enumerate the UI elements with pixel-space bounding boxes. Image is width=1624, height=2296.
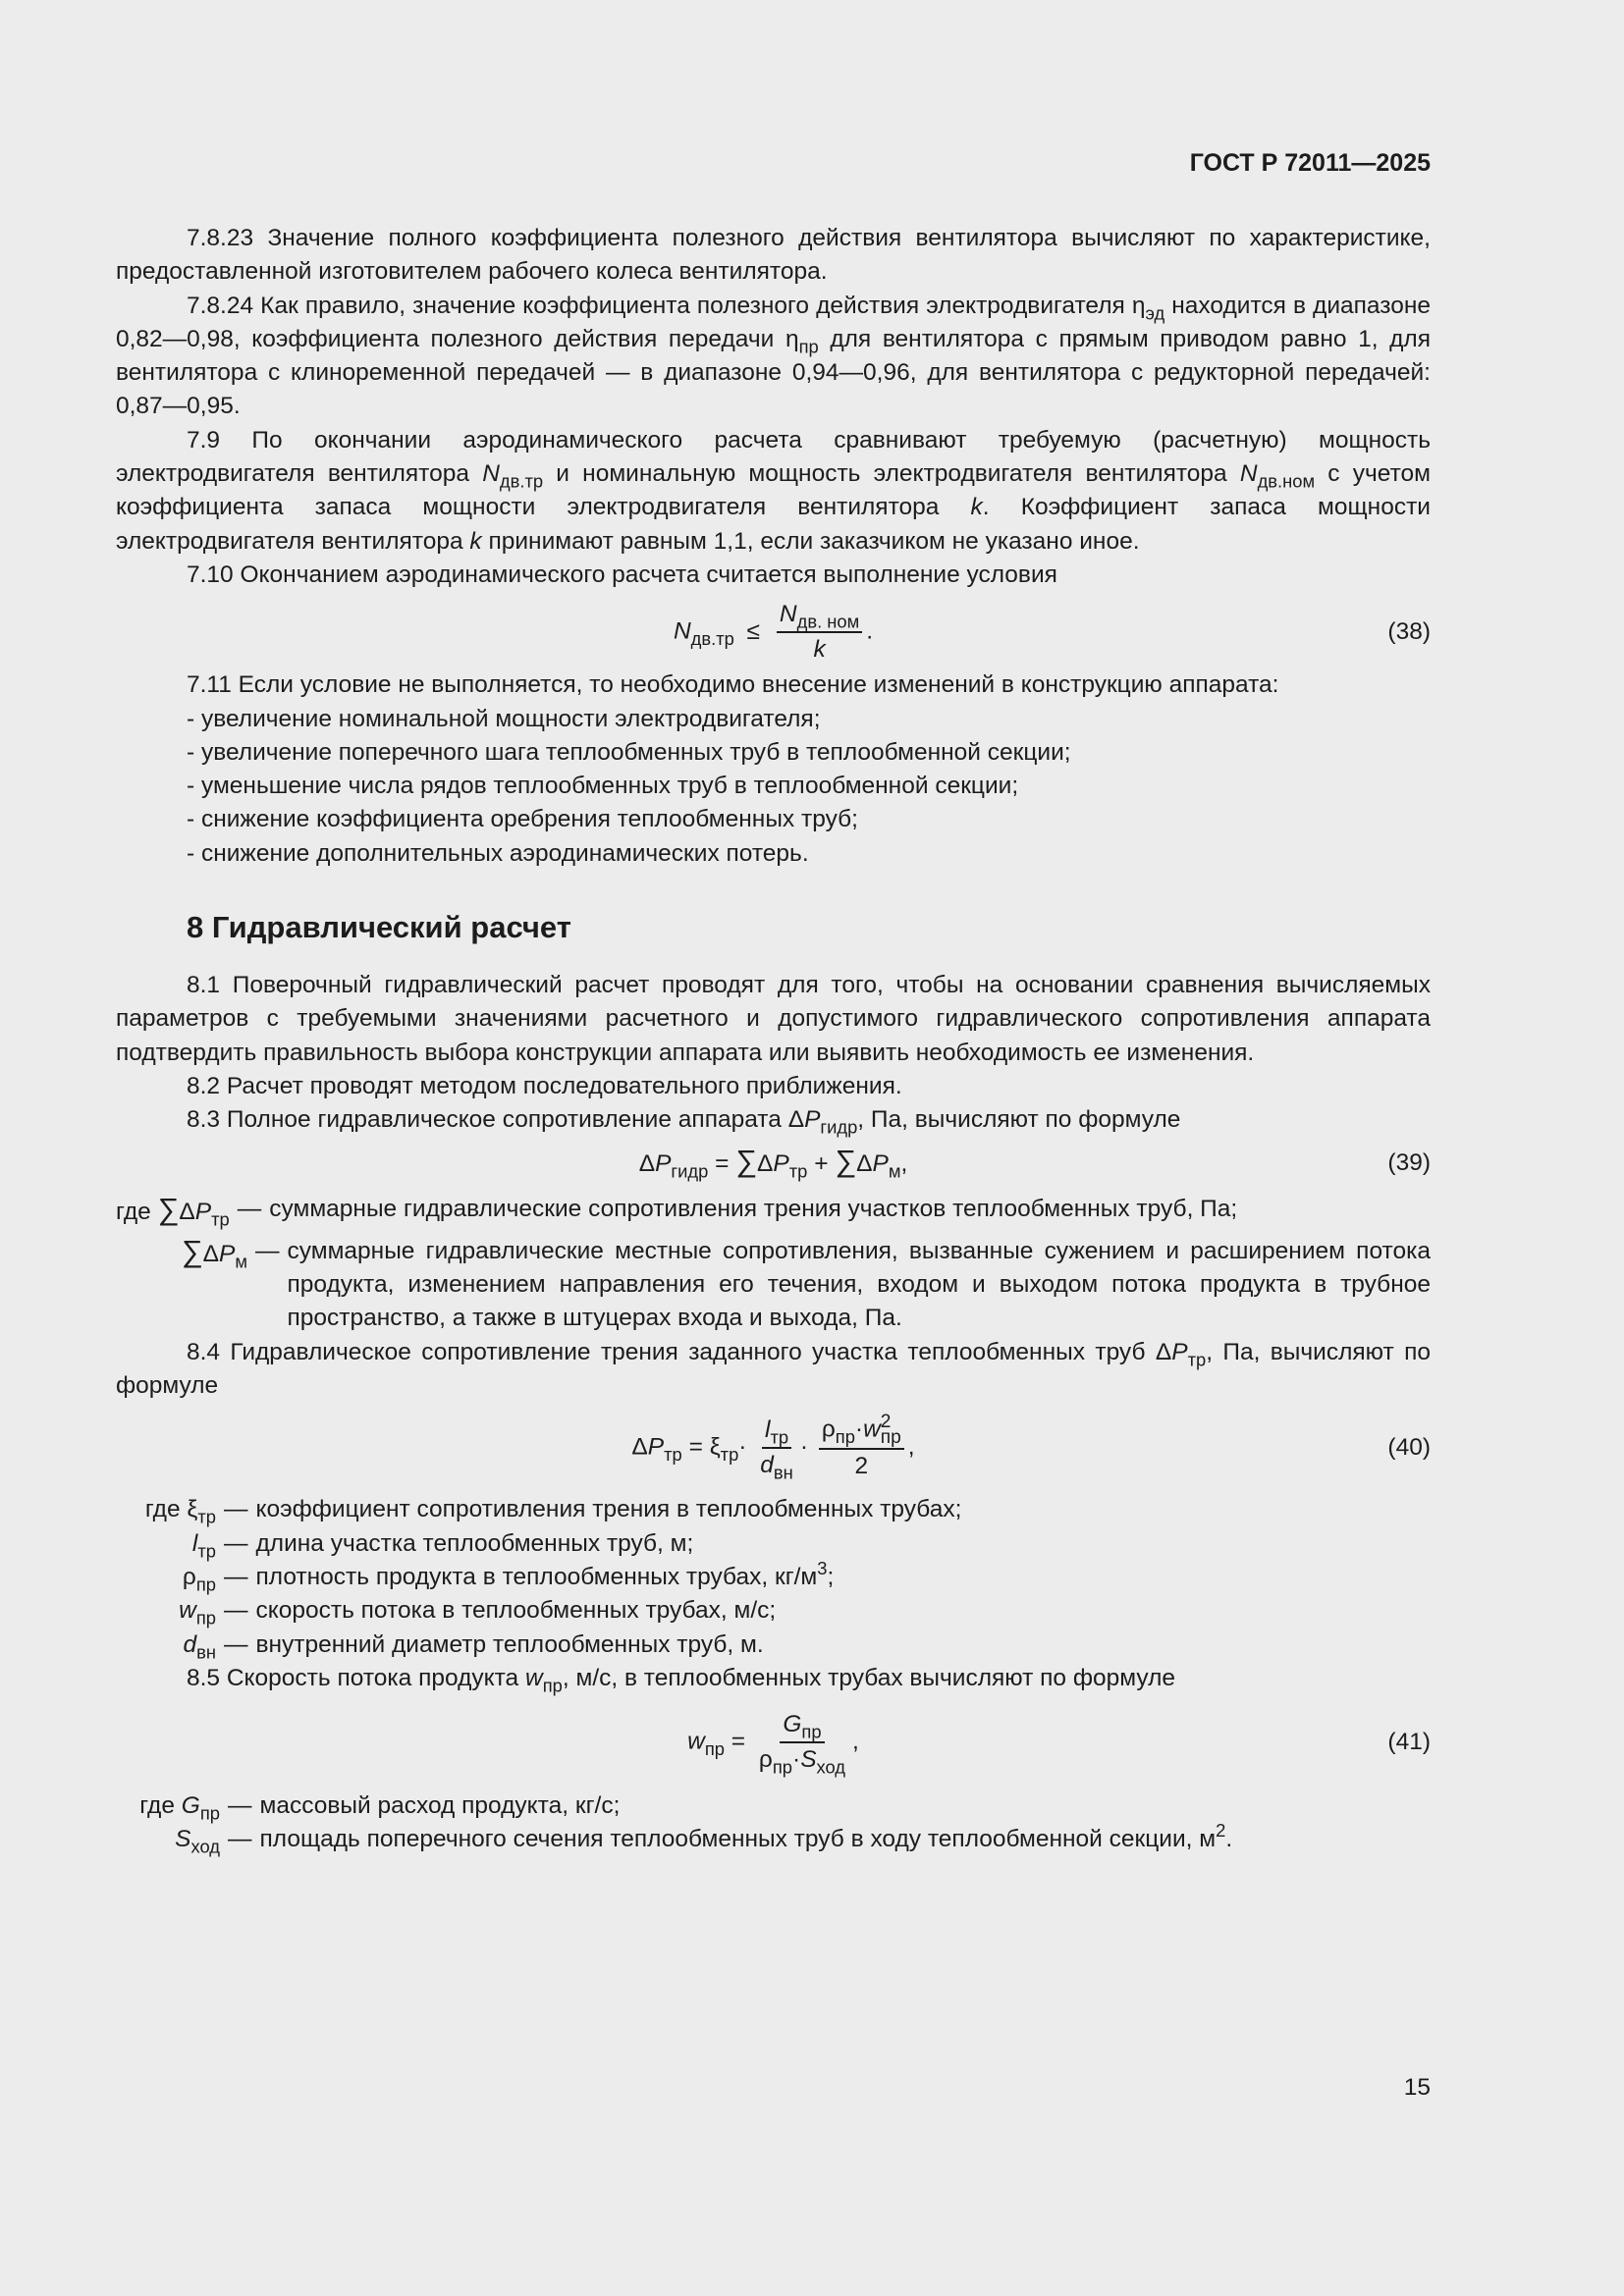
formula-41 (116, 1705, 1431, 1780)
where-symbol: $w_{пр}$ (179, 1597, 216, 1629)
where-symbol: где $G_{пр}$ (139, 1792, 220, 1824)
formula-40-fraction-1: $\frac{l_{тр}}{d_{вн}}$ (760, 1416, 793, 1483)
formula-38-fraction: $\frac{N_{дв. ном}}{k}$ (777, 600, 862, 665)
paragraph-8-4: 8.4 Гидравлическое сопротивление трения заданного участка теплообменных труб $\Delta P_{тр}$, Па, вычисляют по формуле (116, 1338, 1432, 1400)
where-symbol: $d_{вн}$ (183, 1630, 216, 1662)
formula-40-body: $\Delta P_{тр} = \xi_{тр}\cdot$ $\frac{l_{тр}}{d_{вн}}$ · $\rho_{пр}\cdot w$ 2 пр 2 , (631, 1412, 915, 1483)
where-symbol: $\sum\Delta P_м$ (181, 1234, 247, 1272)
where-39-item: $\sum\Delta P_м$ — суммарные гидравлические местные сопротивления, вызванные сужением и расширением потока продукта, изменением направления его течения, входом и выходом потока продукта в трубное пространство, а также в штуцерах входа и выхода, Па. (116, 1235, 1431, 1336)
where-39-item: где $\sum\Delta P_{тр}$ — суммарные гидравлические сопротивления трения участков теплообменных труб, Па; (116, 1192, 1238, 1229)
paragraph-8-3: 8.3 Полное гидравлическое сопротивление аппарата $\Delta P_{гидр}$, Па, вычисляют по формуле (187, 1106, 1181, 1138)
paragraph-7-10: 7.10 Окончанием аэродинамического расчета считается выполнение условия (187, 561, 1057, 588)
paragraph-7-9: 7.9 По окончании аэродинамического расчета сравнивают требуемую (расчетную) мощность электродвигателя вентилятора $N_{дв.тр}$ и номинальную мощность электродвигателя вентилятора $N_{дв.ном}$ с учетом коэффициента запаса мощности электродвигателя вентилятора k. Коэффициент запаса мощности электродвигателя вентилятора k принимают равным 1,1, если заказчиком не указано иное. (116, 426, 1431, 555)
where-41-list (116, 1789, 1431, 1857)
formula-40-number: (40) (1387, 1434, 1431, 1462)
where-symbol: где $\xi_{тр}$ (144, 1496, 216, 1527)
page-number: 15 (1403, 2074, 1431, 2101)
where-40-item: $d_{вн}$ — внутренний диаметр теплообменных труб, м. (116, 1629, 1431, 1662)
formula-41-fraction: $\frac{G_{пр}}{\rho_{пр}\cdot S_{ход}}$ (758, 1711, 846, 1778)
where-40-item: $\rho_{пр}$ — плотность продукта в теплообменных трубах, $кг/м^3$; (116, 1561, 1431, 1594)
paragraph-7-11: 7.11 Если условие не выполняется, то необходимо внесение изменений в конструкцию аппарата: (187, 671, 1279, 699)
list-item: - снижение дополнительных аэродинамических потерь. (187, 839, 809, 867)
list-item: - увеличение поперечного шага теплообменных труб в теплообменной секции; (187, 738, 1071, 766)
where-40-item: $w_{пр}$ — скорость потока в теплообменных трубах, м/с; (116, 1594, 1431, 1628)
formula-38-number: (38) (1387, 618, 1431, 646)
formula-41-body: $w_{пр}$ = $\frac{G_{пр}}{\rho_{пр}\cdot S_{ход}}$ , (687, 1711, 859, 1778)
where-symbol: $\rho_{пр}$ (182, 1563, 216, 1595)
list-item: - уменьшение числа рядов теплообменных труб в теплообменной секции; (187, 773, 1019, 800)
formula-39-number: (39) (1387, 1148, 1431, 1176)
paragraph-8-2: 8.2 Расчет проводят методом последовательного приближения. (187, 1072, 902, 1099)
formula-41-number: (41) (1387, 1728, 1431, 1755)
where-40-list (116, 1493, 1431, 1661)
where-40-item: где $\xi_{тр}$ — коэффициент сопротивления трения в теплообменных трубах; (116, 1493, 1431, 1526)
paragraph-7-8-23: 7.8.23 Значение полного коэффициента полезного действия вентилятора вычисляют по характеристике, предоставленной изготовителем рабочего колеса вентилятора. (116, 225, 1431, 286)
paragraph-8-5: 8.5 Скорость потока продукта $w_{пр}$, м/с, в теплообменных трубах вычисляют по формуле (187, 1664, 1176, 1696)
list-item: - снижение коэффициента оребрения теплообменных труб; (187, 806, 858, 833)
where-symbol: $l_{тр}$ (191, 1529, 216, 1562)
document-code: ГОСТ Р 72011—2025 (1189, 149, 1431, 177)
where-41-item: где $G_{пр}$ — массовый расход продукта, кг/с; (116, 1789, 1431, 1823)
list-7-11 (116, 703, 1431, 871)
where-40-item: $l_{тр}$ — длина участка теплообменных труб, м; (116, 1527, 1431, 1561)
document-body (116, 222, 1431, 1857)
paragraph-7-8-24: 7.8.24 Как правило, значение коэффициента полезного действия электродвигателя $\eta_{эд}$ находится в диапазоне 0,82—0,98, коэффициента полезного действия передачи $\eta_{пр}$ для вентилятора с прямым приводом равно 1, для вентилятора с клиноременной передачей — в диапазоне 0,94—0,96, для вентилятора с редукторной передачей: 0,87—0,95. (116, 292, 1432, 420)
formula-39 (116, 1144, 1431, 1183)
formula-38 (116, 600, 1431, 665)
formula-38-body: $N_{дв.тр}$ ≤ $\frac{N_{дв. ном}}{k}$ . (673, 601, 874, 664)
where-41-item: $S_{ход}$ — площадь поперечного сечения теплообменных труб в ходу теплообменной секции, $м^2$. (116, 1823, 1431, 1856)
formula-40 (116, 1409, 1431, 1487)
where-symbol: где $\sum\Delta P_{тр}$ (116, 1192, 230, 1229)
formula-39-body: $\Delta P_{гидр} = \sum\Delta P_{тр} + \sum\Delta P_м$, (638, 1144, 908, 1182)
formula-40-fraction-2: $\rho_{пр}\cdot w$ 2 пр 2 (819, 1415, 904, 1481)
list-item: - увеличение номинальной мощности электродвигателя; (187, 705, 821, 732)
section-8-heading: 8 Гидравлический расчет (187, 910, 571, 945)
where-symbol: $S_{ход}$ (175, 1826, 220, 1857)
paragraph-8-1: 8.1 Поверочный гидравлический расчет проводят для того, чтобы на основании сравнения вычисляемых параметров с требуемыми значениями расчетного и допустимого гидравлического сопротивления аппарата подтвердить правильность выбора конструкции аппарата или выявить необходимость ее изменения. (116, 972, 1431, 1066)
